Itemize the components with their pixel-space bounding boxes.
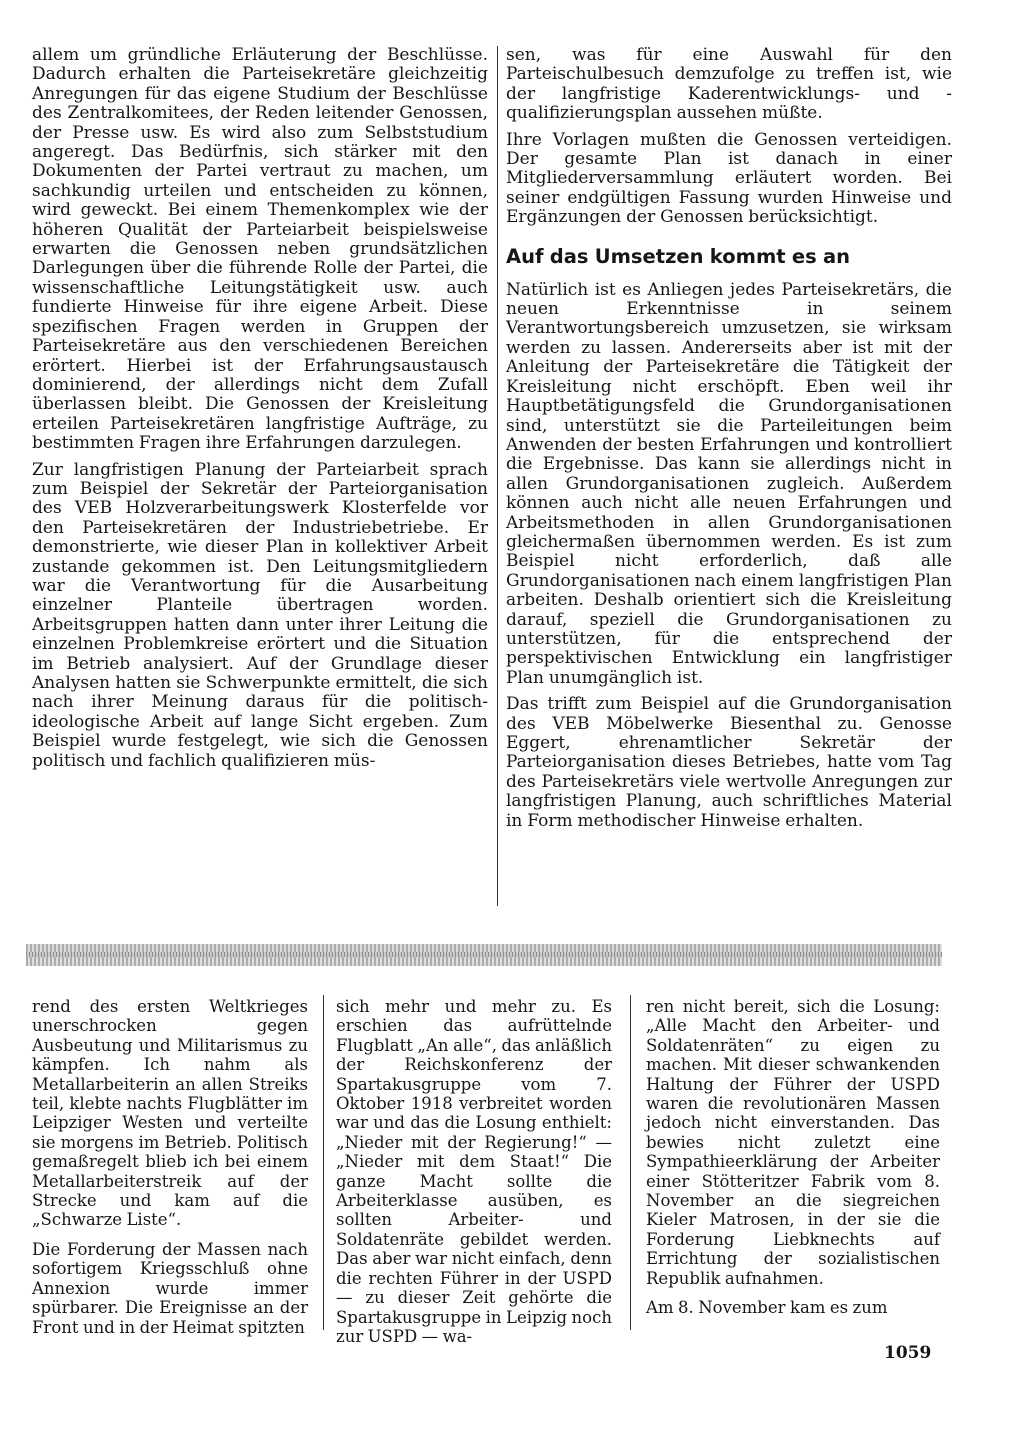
paragraph: sich mehr und mehr zu. Es erschien das aufrüttelnde Flugblatt „An alle“, das anläßlich der Reichskonferenz der Spartakusgruppe vom 7. Oktober 1918 verbreitet worden war und das die Losung enthielt: „Nieder mit der Regierung!“ — „Nieder mit dem Staat!“ Die ganze Macht sollte die Arbeiterklasse ausüben, es sollten Arbeiter- und Soldatenräte gebildet werden. Das aber war nicht einfach, denn die rechten Führer in der USPD — zu dieser Zeit gehörte die Spartakusgruppe in Leipzig noch zur USPD — wa- xyxy=(336,997,612,1346)
bottom-column-1 xyxy=(32,997,308,1337)
paragraph: Das trifft zum Beispiel auf die Grundorganisation des VEB Möbelwerke Biesenthal zu. Genosse Eggert, ehrenamtlicher Sekretär der Parteiorganisation dieses Betriebes, hatte vom Tag des Parteisekretärs viele wertvolle Anregungen zur langfristigen Planung, auch schriftliches Material in Form methodischer Hinweise erhalten. xyxy=(506,694,952,831)
bottom-column-2 xyxy=(336,997,612,1346)
top-right-column xyxy=(506,46,952,831)
paragraph: Am 8. November kam es zum xyxy=(646,1298,888,1318)
top-left-column xyxy=(32,46,488,771)
paragraph: Die Forderung der Massen nach sofortigem Kriegsschluß ohne Annexion wurde immer spürbarer. Die Ereignisse an der Front und in der Heimat spitzten xyxy=(32,1239,308,1337)
paragraph: Ihre Vorlagen mußten die Genossen verteidigen. Der gesamte Plan ist danach in einer Mitgliederversammlung erläutert worden. Bei seiner endgültigen Fassung wurden Hinweise und Ergänzungen der Genossen berücksichtigt. xyxy=(506,129,952,228)
paragraph: Natürlich ist es Anliegen jedes Parteisekretärs, die neuen Erkenntnisse in seinem Verantwortungsbereich umzusetzen, sie wirksam werden zu lassen. Andererseits aber ist mit der Anleitung der Parteisekretäre die Tätigkeit der Kreisleitung nicht erschöpft. Eben weil ihr Hauptbetätigungsfeld die Grundorganisationen sind, unterstützt sie die Parteileitungen beim Anwenden der besten Erfahrungen und kontrolliert die Ergebnisse. Das kann sie allerdings nicht in allen Grundorganisationen zugleich. Außerdem können auch nicht alle neuen Erfahrungen und Arbeitsmethoden in allen Grundorganisationen gleichermaßen übernommen werden. Es ist zum Beispiel nicht erforderlich, daß alle Grundorganisationen nach einem langfristigen Plan arbeiten. Deshalb orientiert sich die Kreisleitung darauf, speziell die Grundorganisationen zu unterstützen, für die entsprechend der perspektivischen Entwicklung ein langfristiger Plan unumgänglich ist. xyxy=(506,279,952,688)
paragraph: Zur langfristigen Planung der Parteiarbeit sprach zum Beispiel der Sekretär der Parteiorganisation des VEB Holzverarbeitungswerk Klosterfelde vor den Parteisekretären der Industriebetriebe. Er demonstrierte, wie dieser Plan in kollektiver Arbeit zustande gekommen ist. Den Leitungsmitgliedern war die Verantwortung für die Ausarbeitung einzelner Planteile übertragen worden. Arbeitsgruppen hatten dann unter ihrer Leitung die einzelnen Problemkreise erörtert und die Situation im Betrieb analysiert. Auf der Grundlage dieser Analysen hatten sie Schwerpunkte ermittelt, die sich nach ihrer Meinung daraus für die politisch-ideologische Arbeit auf lange Sicht ergeben. Zum Beispiel wurde festgelegt, wie sich die Genossen politisch und fachlich qualifizieren müs- xyxy=(32,459,488,771)
paragraph: sen, was für eine Auswahl für den Parteischulbesuch demzufolge zu treffen ist, wie der langfristige Kaderentwicklungs- und -qualifizierungsplan aussehen müßte. xyxy=(506,45,952,124)
section-separator xyxy=(26,944,942,966)
bottom-column-3 xyxy=(646,997,940,1318)
column-divider xyxy=(497,46,498,906)
column-divider xyxy=(323,995,324,1330)
section-heading: Auf das Umsetzen kommt es an xyxy=(506,244,851,268)
page-number: 1059 xyxy=(884,1343,932,1363)
column-divider xyxy=(630,995,631,1330)
paragraph: ren nicht bereit, sich die Losung: „Alle Macht den Arbeiter- und Soldatenräten“ zu eigen zu machen. Mit dieser schwankenden Haltung der Führer der USPD waren die revolutionären Massen jedoch nicht einverstanden. Das bewies nicht zuletzt eine Sympathieerklärung der Arbeiter einer Stötteritzer Fabrik vom 8. November an die siegreichen Kieler Matrosen, in der sie die Forderung Liebknechts auf Errichtung der sozialistischen Republik aufnahmen. xyxy=(646,997,940,1288)
paragraph: allem um gründliche Erläuterung der Beschlüsse. Dadurch erhalten die Parteisekretäre gleichzeitig Anregungen für das eigene Studium der Beschlüsse des Zentralkomitees, der Reden leitender Genossen, der Presse usw. Es wird also zum Selbststudium angeregt. Das Bedürfnis, sich stärker mit den Dokumenten der Partei vertraut zu machen, um sachkundig urteilen und entscheiden zu können, wird geweckt. Bei einem Themenkomplex wie der höheren Qualität der Parteiarbeit beispielsweise erwarten die Genossen neben grundsätzlichen Darlegungen über die führende Rolle der Partei, die wissenschaftliche Leitungstätigkeit usw. auch fundierte Hinweise für ihre eigene Arbeit. Diese spezifischen Fragen werden in Gruppen der Parteisekretäre aus den verschiedenen Bereichen erörtert. Hierbei ist der Erfahrungsaustausch dominierend, der allerdings nicht dem Zufall überlassen bleibt. Die Genossen der Kreisleitung erteilen Parteisekretären langfristige Aufträge, zu bestimmten Fragen ihre Erfahrungen darzulegen. xyxy=(32,45,488,454)
paragraph: rend des ersten Weltkrieges unerschrocken gegen Ausbeutung und Militarismus zu kämpfen. Ich nahm als Metallarbeiterin an allen Streiks teil, klebte nachts Flugblätter im Leipziger Westen und verteilte sie morgens im Betrieb. Politisch gemaßregelt blieb ich bei einem Metallarbeiterstreik auf der Strecke und kam auf die „Schwarze Liste“. xyxy=(32,997,308,1230)
